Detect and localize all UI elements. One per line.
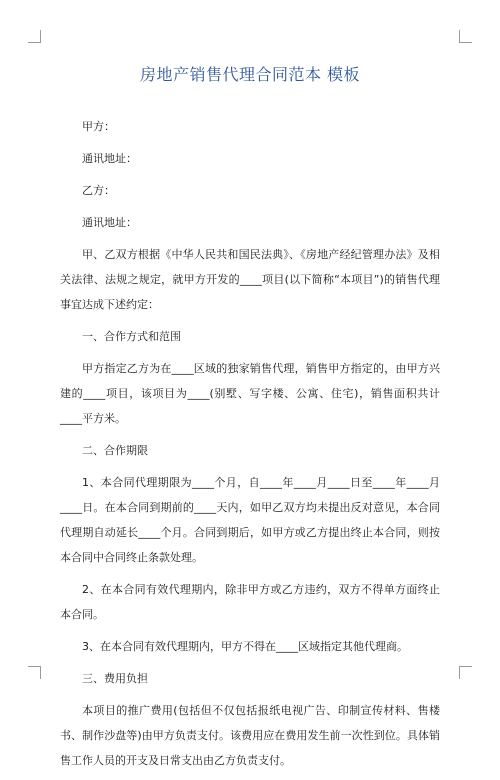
- document-body: [60, 114, 440, 780]
- cooperation-paragraph: 甲方指定乙方为在____区域的独家销售代理，销售甲方指定的，由甲方兴建的____项目，该项目为____(别墅、写字楼、公寓、住宅)，销售面积共计____平方米。: [60, 362, 440, 425]
- party-b-label: 乙方：: [82, 184, 115, 197]
- section-heading-term: 二、合作期限: [82, 444, 148, 457]
- party-a-address-label: 通讯地址：: [82, 152, 137, 165]
- section-heading-cooperation: 一、合作方式和范围: [82, 330, 181, 343]
- party-a-label: 甲方：: [82, 120, 115, 133]
- crop-mark-top-left: [28, 30, 41, 43]
- crop-mark-bottom-left: [28, 666, 41, 679]
- section-heading-costs: 三、费用负担: [82, 672, 148, 685]
- crop-mark-bottom-right: [459, 666, 472, 679]
- term-clause-3: 3、在本合同有效代理期内，甲方不得在____区域指定其他代理商。: [82, 640, 408, 653]
- document-title: 房地产销售代理合同范本 模板: [139, 65, 361, 84]
- crop-mark-top-right: [459, 30, 472, 43]
- preamble-paragraph: 甲、乙双方根据《中华人民共和国民法典》、《房地产经纪管理办法》及相关法律、法规之规定，就甲方开发的____项目(以下简称“本项目”)的销售代理事宜达成下述约定：: [60, 248, 440, 311]
- term-clause-1: 1、本合同代理期限为____个月，自____年____月____日至____年____月____日。在本合同到期前的____天内，如甲乙双方均未提出反对意见，本合同代理期自动延长____个月。合同到期后，如甲方或乙方提出终止本合同，则按本合同中合同终止条款处理。: [60, 476, 440, 564]
- term-clause-2: 2、在本合同有效代理期内，除非甲方或乙方违约，双方不得单方面终止本合同。: [60, 583, 440, 621]
- costs-paragraph: 本项目的推广费用(包括但不仅包括报纸电视广告、印制宣传材料、售楼书、制作沙盘等)由甲方负责支付。该费用应在费用发生前一次性到位。具体销售工作人员的开支及日常支出由乙方负责支付。: [60, 704, 440, 767]
- party-b-address-label: 通讯地址：: [82, 216, 137, 229]
